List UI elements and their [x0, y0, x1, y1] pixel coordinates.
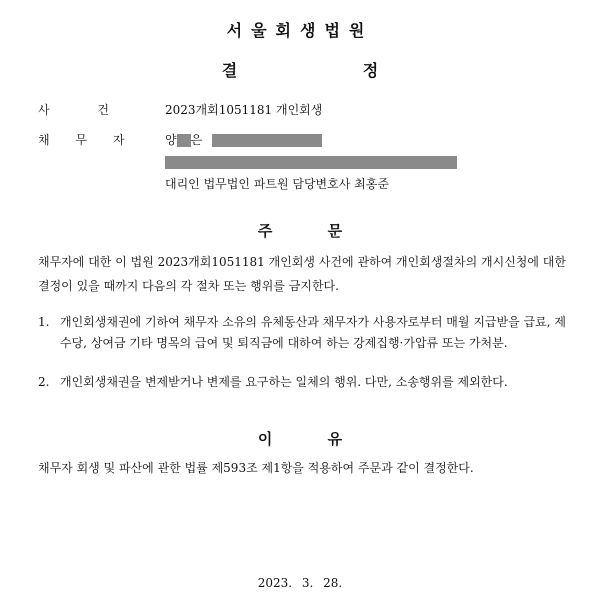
order-item-2 [38, 372, 566, 393]
debtor-agent: 대리인 법무법인 파트원 담당변호사 최홍준 [165, 177, 389, 191]
decision-date: 2023. 3. 28. [257, 576, 343, 590]
agent-row [38, 175, 566, 193]
order-intro: 채무자에 대한 이 법원 2023개회1051181 개인회생 사건에 관하여 개인회생절차의 개시신청에 대한 결정이 있을 때까지 다음의 각 절차 또는 행위를 금지한다. [38, 255, 566, 293]
redaction-bar [212, 134, 322, 147]
debtor-name-first: 양 [165, 133, 177, 147]
case-label: 사 건 [38, 103, 109, 117]
debtor-label: 채 무 자 [38, 133, 125, 147]
order-item-1 [38, 312, 566, 354]
list-number: 1. [38, 315, 50, 329]
debtor-name-last: 은 [190, 133, 203, 147]
debtor-address-row [38, 153, 566, 171]
list-number: 2. [38, 375, 50, 389]
reason-text: 채무자 회생 및 파산에 관한 법률 제593조 제1항을 적용하여 주문과 같이 결정한다. [38, 461, 474, 475]
reason-heading: 이 유 [257, 430, 343, 448]
case-row [38, 101, 566, 119]
redaction-bar [177, 134, 191, 147]
order-heading: 주 문 [257, 222, 343, 240]
debtor-row [38, 131, 566, 149]
court-name: 서울회생법원 [226, 21, 374, 40]
case-value: 2023개회1051181 개인회생 [165, 103, 323, 117]
redaction-bar [165, 156, 457, 169]
list-text: 개인회생채권을 변제받거나 변제를 요구하는 일체의 행위. 다만, 소송행위를 제외한다. [60, 375, 508, 389]
debtor-name [165, 131, 322, 149]
list-text: 개인회생채권에 기하여 채무자 소유의 유체동산과 채무자가 사용자로부터 매월 지급받을 급료, 제수당, 상여금 기타 명목의 급여 및 퇴직금에 대하여 하는 강제집행·가압류 또는 가처분. [60, 315, 566, 350]
document-type: 결 정 [221, 61, 439, 80]
